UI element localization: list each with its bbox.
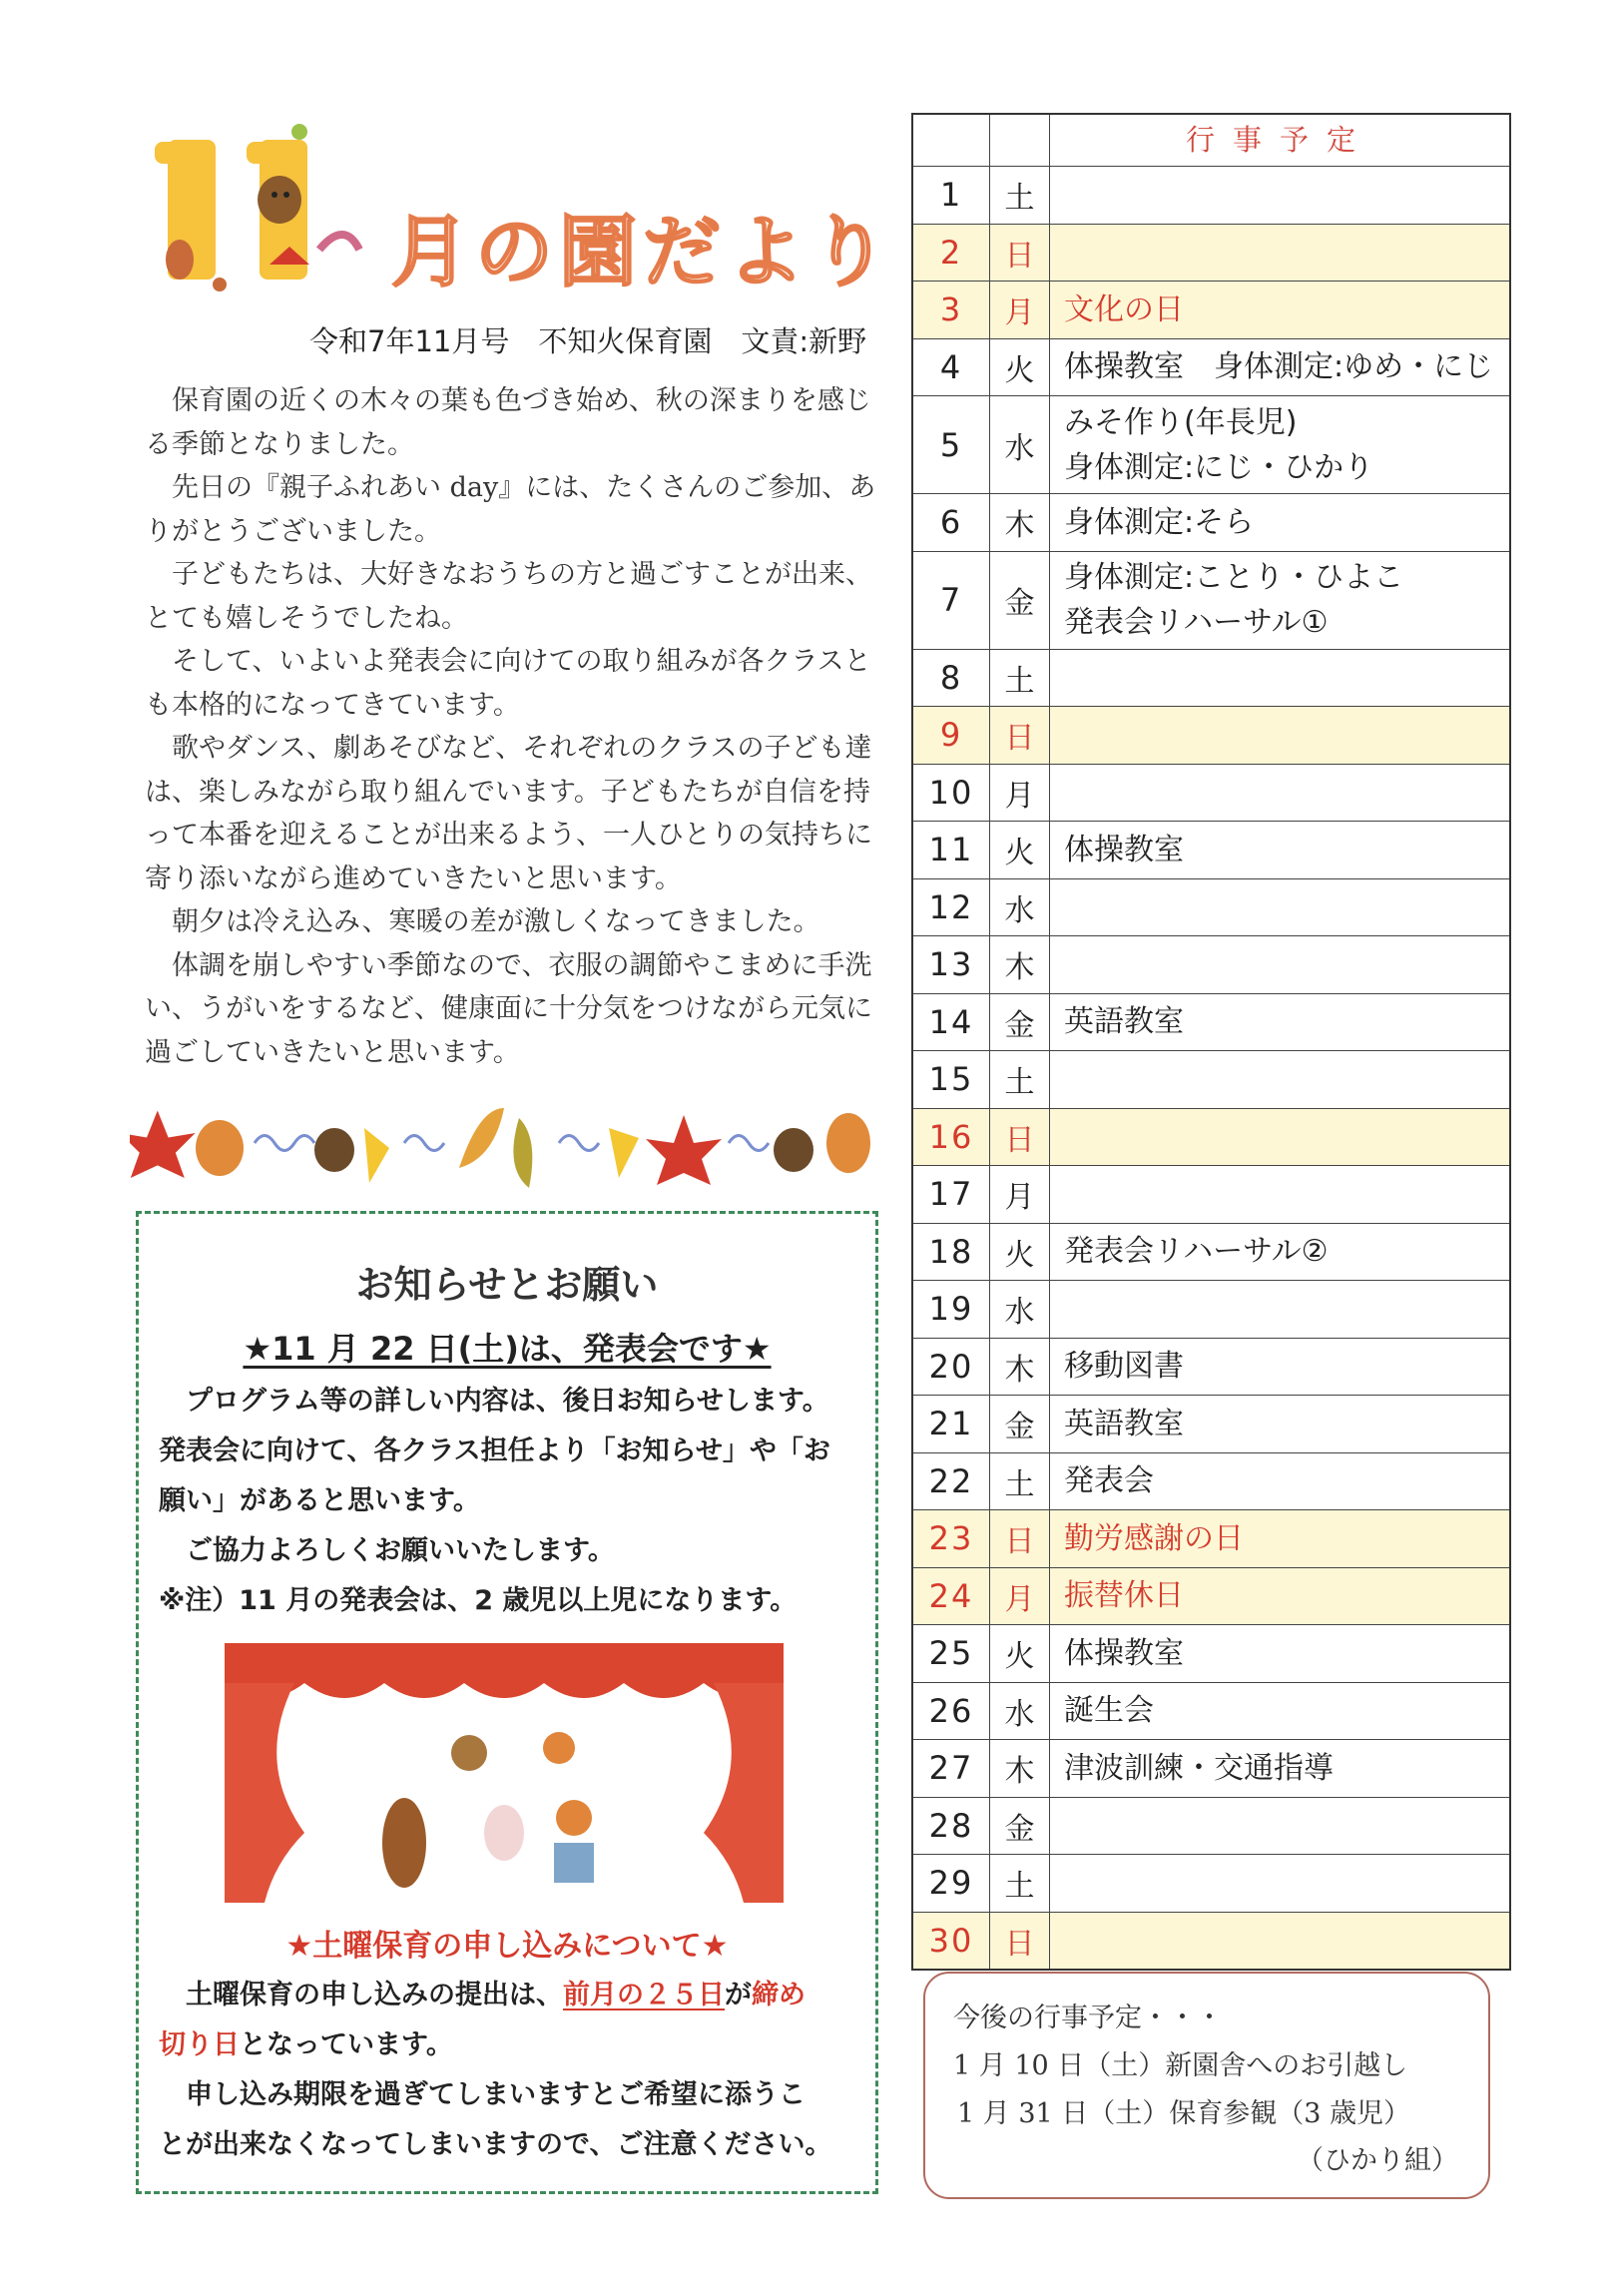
event-cell — [1050, 1281, 1511, 1339]
day-number: 22 — [912, 1452, 990, 1510]
newsletter-subtitle: 令和7年11月号 不知火保育園 文責:新野 — [309, 324, 867, 358]
future-event-note: （ひかり組） — [1297, 2145, 1458, 2176]
future-event: 1 月 31 日（土）保育参観（3 歳児） — [957, 2098, 1411, 2129]
deadline-highlight: 前月の２５日 — [563, 1980, 725, 2010]
schedule-header: 行事予定 — [1050, 114, 1511, 167]
day-number: 19 — [912, 1281, 990, 1339]
day-number: 4 — [912, 338, 990, 396]
weekday: 火 — [990, 1223, 1050, 1281]
weekday: 水 — [990, 396, 1050, 494]
schedule-row — [912, 649, 1510, 707]
day-number: 12 — [912, 878, 990, 936]
event-cell — [1050, 1166, 1511, 1224]
weekday: 土 — [990, 1855, 1050, 1913]
schedule-row — [912, 282, 1510, 339]
schedule-row — [912, 1396, 1510, 1453]
weekday: 金 — [990, 1396, 1050, 1453]
schedule-row — [912, 878, 1510, 936]
intro-text — [145, 379, 878, 1074]
future-title: 今後の行事予定・・・ — [953, 2003, 1223, 2033]
day-number: 15 — [912, 1051, 990, 1109]
event-text: 津波訓練・交通指導 — [1064, 1750, 1334, 1786]
schedule-row — [912, 494, 1510, 552]
schedule-row — [912, 1051, 1510, 1109]
weekday: 土 — [990, 167, 1050, 225]
event-text: 発表会リハーサル② — [1064, 1234, 1329, 1270]
event-cell — [1050, 1625, 1511, 1683]
intro-paragraph: 保育園の近くの木々の葉も色づき始め、秋の深まりを感じる季節となりました。 — [145, 385, 871, 460]
weekday: 土 — [990, 1051, 1050, 1109]
weekday: 木 — [990, 1338, 1050, 1396]
day-number: 18 — [912, 1223, 990, 1281]
intro-paragraph: 朝夕は冷え込み、寒暖の差が激しくなってきました。 — [172, 906, 820, 937]
event-text: 身体測定:にじ・ひかり — [1064, 449, 1374, 485]
day-number: 28 — [912, 1797, 990, 1855]
schedule-row — [912, 1281, 1510, 1339]
event-cell — [1050, 822, 1511, 879]
schedule-row — [912, 338, 1510, 396]
header-cell — [990, 114, 1050, 167]
weekday: 木 — [990, 936, 1050, 994]
day-number: 25 — [912, 1625, 990, 1683]
day-number: 14 — [912, 993, 990, 1051]
weekday: 月 — [990, 764, 1050, 822]
event-text: 発表会 — [1064, 1463, 1154, 1499]
day-number: 1 — [912, 167, 990, 225]
day-number: 3 — [912, 282, 990, 339]
event-schedule-table — [911, 113, 1511, 1971]
notice-line: 発表会に向けて、各クラス担任より「お知らせ」や「お — [159, 1435, 830, 1466]
weekday: 水 — [990, 878, 1050, 936]
notice-line: 願い」があると思います。 — [159, 1485, 480, 1516]
big-eleven-illustration — [150, 120, 369, 294]
event-text: 体操教室 — [1064, 1635, 1184, 1671]
event-text: 誕生会 — [1064, 1693, 1154, 1729]
event-cell — [1050, 1682, 1511, 1740]
day-number: 26 — [912, 1682, 990, 1740]
event-cell — [1050, 1567, 1511, 1625]
event-cell — [1050, 764, 1511, 822]
event-text: 体操教室 身体測定:ゆめ・にじ — [1064, 349, 1494, 385]
event-text: 移動図書 — [1064, 1349, 1184, 1385]
notice-line: 申し込み期限を過ぎてしまいますとご希望に添うこ — [159, 2079, 806, 2110]
weekday: 日 — [990, 1108, 1050, 1166]
day-number: 30 — [912, 1912, 990, 1970]
day-number: 5 — [912, 396, 990, 494]
deadline-highlight: 切り日 — [159, 2029, 240, 2060]
notice-line: ※注）11 月の発表会は、2 歳児以上児になります。 — [159, 1585, 798, 1616]
event-text: 発表会リハーサル① — [1064, 605, 1329, 640]
day-number: 9 — [912, 707, 990, 765]
event-cell — [1050, 494, 1511, 552]
weekday: 土 — [990, 1452, 1050, 1510]
schedule-row — [912, 1912, 1510, 1970]
event-cell — [1050, 551, 1511, 649]
schedule-row — [912, 822, 1510, 879]
header-cell — [912, 114, 990, 167]
day-number: 29 — [912, 1855, 990, 1913]
weekday: 火 — [990, 822, 1050, 879]
newsletter-title: 月の園だより — [391, 208, 895, 297]
day-number: 23 — [912, 1510, 990, 1568]
event-text: 英語教室 — [1064, 1406, 1184, 1441]
event-cell — [1050, 1396, 1511, 1453]
weekday: 日 — [990, 707, 1050, 765]
event-cell — [1050, 1855, 1511, 1913]
event-text: 勤労感謝の日 — [1064, 1520, 1244, 1556]
day-number: 17 — [912, 1166, 990, 1224]
event-cell — [1050, 1108, 1511, 1166]
day-number: 13 — [912, 936, 990, 994]
schedule-row — [912, 1166, 1510, 1224]
notice-line: とが出来なくなってしまいますので、ご注意ください。 — [159, 2129, 832, 2160]
weekday: 月 — [990, 1166, 1050, 1224]
event-cell — [1050, 1740, 1511, 1798]
weekday: 金 — [990, 993, 1050, 1051]
day-number: 8 — [912, 649, 990, 707]
schedule-row — [912, 1567, 1510, 1625]
event-cell — [1050, 707, 1511, 765]
weekday: 金 — [990, 551, 1050, 649]
weekday: 火 — [990, 338, 1050, 396]
weekday: 金 — [990, 1797, 1050, 1855]
schedule-row — [912, 1510, 1510, 1568]
event-cell — [1050, 396, 1511, 494]
text-span: となっています。 — [240, 2029, 453, 2060]
schedule-row — [912, 224, 1510, 282]
weekday: 月 — [990, 1567, 1050, 1625]
schedule-row — [912, 1223, 1510, 1281]
future-event: 1 月 10 日（土）新園舎へのお引越し — [953, 2050, 1408, 2081]
weekday: 月 — [990, 282, 1050, 339]
event-text: 体操教室 — [1064, 832, 1184, 867]
schedule-row — [912, 1855, 1510, 1913]
schedule-row — [912, 764, 1510, 822]
weekday: 火 — [990, 1625, 1050, 1683]
schedule-row — [912, 1682, 1510, 1740]
event-cell — [1050, 878, 1511, 936]
notice-line: プログラム等の詳しい内容は、後日お知らせします。 — [159, 1386, 829, 1417]
event-cell — [1050, 224, 1511, 282]
day-number: 21 — [912, 1396, 990, 1453]
schedule-row — [912, 167, 1510, 225]
day-number: 2 — [912, 224, 990, 282]
schedule-row — [912, 1625, 1510, 1683]
day-number: 10 — [912, 764, 990, 822]
schedule-row — [912, 551, 1510, 649]
event-cell — [1050, 338, 1511, 396]
notice-line — [159, 2022, 857, 2061]
intro-paragraph: そして、いよいよ発表会に向けての取り組みが各クラスとも本格的になってきています。 — [145, 646, 871, 721]
day-number: 6 — [912, 494, 990, 552]
event-text: 英語教室 — [1064, 1004, 1184, 1040]
intro-paragraph: 子どもたちは、大好きなおうちの方と過ごすことが出来、とても嬉しそうでしたね。 — [145, 559, 872, 634]
event-cell — [1050, 282, 1511, 339]
event-cell — [1050, 1338, 1511, 1396]
event-cell — [1050, 1912, 1511, 1970]
day-number: 16 — [912, 1108, 990, 1166]
day-number: 27 — [912, 1740, 990, 1798]
weekday: 水 — [990, 1682, 1050, 1740]
weekday: 水 — [990, 1281, 1050, 1339]
saturday-care-heading: ★土曜保育の申し込みについて★ — [285, 1929, 729, 1964]
future-events-box — [923, 1972, 1490, 2199]
event-cell — [1050, 936, 1511, 994]
recital-heading: ★11 月 22 日(土)は、発表会です★ — [243, 1330, 772, 1368]
weekday: 木 — [990, 494, 1050, 552]
event-text: みそ作り(年長児) — [1064, 404, 1298, 440]
event-cell — [1050, 1510, 1511, 1568]
autumn-leaves-border — [130, 1088, 888, 1198]
schedule-row — [912, 936, 1510, 994]
text-span: 土曜保育の申し込みの提出は、 — [159, 1980, 563, 2010]
notice-line — [159, 1973, 857, 2011]
event-text: 身体測定:ことり・ひよこ — [1064, 560, 1404, 595]
stage-curtain-illustration — [225, 1643, 784, 1908]
deadline-highlight: 締め — [752, 1980, 806, 2010]
schedule-row — [912, 707, 1510, 765]
day-number: 24 — [912, 1567, 990, 1625]
event-cell — [1050, 1797, 1511, 1855]
weekday: 日 — [990, 224, 1050, 282]
weekday: 日 — [990, 1510, 1050, 1568]
event-cell — [1050, 649, 1511, 707]
event-text: 振替休日 — [1064, 1578, 1184, 1614]
weekday: 木 — [990, 1740, 1050, 1798]
day-number: 7 — [912, 551, 990, 649]
schedule-row — [912, 396, 1510, 494]
notice-box — [136, 1211, 878, 2194]
event-cell — [1050, 167, 1511, 225]
event-cell — [1050, 993, 1511, 1051]
weekday: 日 — [990, 1912, 1050, 1970]
schedule-row — [912, 1108, 1510, 1166]
event-cell — [1050, 1223, 1511, 1281]
event-text: 身体測定:そら — [1064, 504, 1255, 540]
event-cell — [1050, 1051, 1511, 1109]
weekday: 土 — [990, 649, 1050, 707]
day-number: 20 — [912, 1338, 990, 1396]
schedule-header-row — [912, 114, 1510, 167]
text-span: が — [725, 1980, 752, 2010]
schedule-row — [912, 1338, 1510, 1396]
intro-paragraph: 先日の『親子ふれあい day』には、たくさんのご参加、ありがとうございました。 — [145, 472, 876, 547]
schedule-row — [912, 993, 1510, 1051]
schedule-row — [912, 1740, 1510, 1798]
schedule-row — [912, 1452, 1510, 1510]
event-cell — [1050, 1452, 1511, 1510]
notice-title: お知らせとお願い — [355, 1263, 659, 1307]
event-text: 文化の日 — [1064, 291, 1184, 327]
intro-paragraph: 歌やダンス、劇あそびなど、それぞれのクラスの子ども達は、楽しみながら取り組んでいます。子どもたちが自信を持って本番を迎えることが出来るよう、一人ひとりの気持ちに寄り添いながら進めていきたいと思います。 — [145, 733, 872, 894]
intro-paragraph: 体調を崩しやすい季節なので、衣服の調節やこまめに手洗い、うがいをするなど、健康面に十分気をつけながら元気に過ごしていきたいと思います。 — [145, 949, 872, 1068]
day-number: 11 — [912, 822, 990, 879]
schedule-row — [912, 1797, 1510, 1855]
notice-line: ご協力よろしくお願いいたします。 — [159, 1535, 615, 1566]
